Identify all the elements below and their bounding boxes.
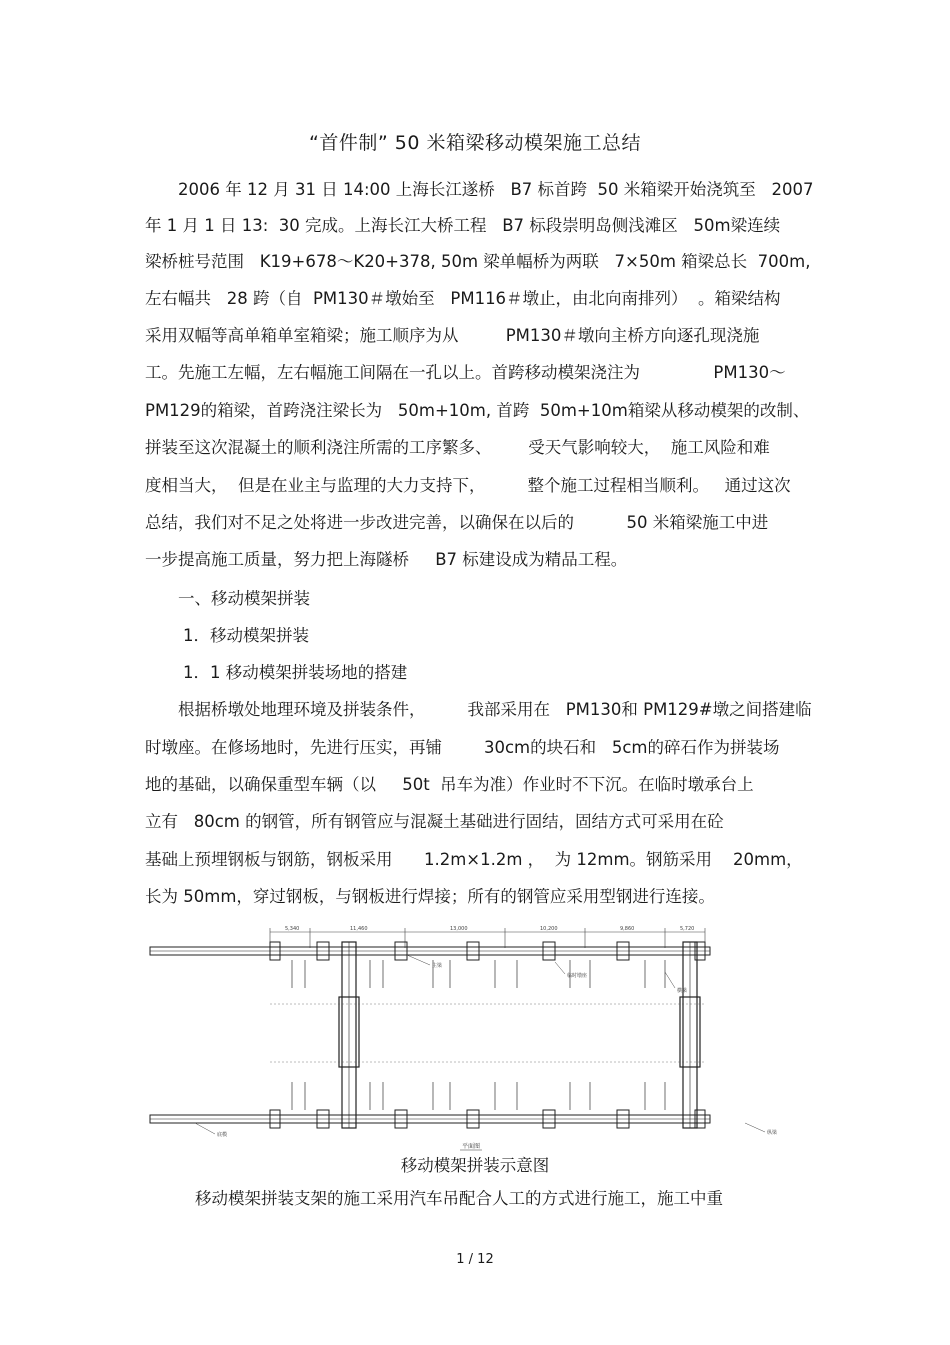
page-number: 1 / 12 — [456, 1252, 494, 1267]
body-line: 梁桥桩号范围 K19+678～K20+378, 50m 梁单幅桥为两联 7×50m 箱梁总长 700m, — [145, 252, 811, 271]
dimension-label: 5,340 — [285, 926, 300, 932]
sub-sub-heading: 1．1 移动模架拼装场地的搭建 — [183, 663, 408, 682]
body-line: 度相当大， 但是在业主与监理的大力支持下， 整个施工过程相当顺利。 通过这次 — [145, 476, 791, 495]
formwork-assembly-diagram — [145, 922, 810, 1150]
sub-heading: 1．移动模架拼装 — [183, 626, 309, 645]
diagram-label: 临时墩座 — [567, 973, 588, 979]
body-line: 长为 50mm，穿过钢板，与钢板进行焊接；所有的钢管应采用型钢进行连接。 — [145, 887, 715, 906]
body-line: 采用双幅等高单箱单室箱梁；施工顺序为从 PM130＃墩向主桥方向逐孔现浇施 — [145, 326, 760, 345]
body-line: 2006 年 12 月 31 日 14:00 上海长江遂桥 B7 标首跨 50 米箱梁开始浇筑至 2007 — [178, 180, 814, 199]
document-title: “首件制” 50 米箱梁移动模架施工总结 — [309, 132, 641, 154]
diagram-label: 底模 — [217, 1132, 228, 1138]
body-line: 基础上预埋钢板与钢筋，钢板采用 1.2m×1.2m ， 为 12mm。钢筋采用 20mm， — [145, 850, 803, 869]
dimension-label: 11,460 — [350, 926, 368, 932]
dimension-label: 13,000 — [450, 926, 468, 932]
diagram-label: 主梁 — [432, 963, 443, 969]
section-heading: 一、移动模架拼装 — [178, 589, 310, 608]
body-line: 一步提高施工质量，努力把上海隧桥 B7 标建设成为精品工程。 — [145, 550, 628, 569]
diagram-label: 纵梁 — [767, 1130, 778, 1136]
body-line: 总结，我们对不足之处将进一步改进完善，以确保在以后的 50 米箱梁施工中进 — [145, 513, 769, 532]
body-line: PM129的箱梁，首跨浇注梁长为 50m+10m, 首跨 50m+10m箱梁从移动模架的改制、 — [145, 401, 810, 420]
body-line: 立有 80cm 的钢管，所有钢管应与混凝土基础进行固结，固结方式可采用在砼 — [145, 812, 724, 831]
dimension-label: 9,860 — [620, 926, 635, 932]
body-line: 拼装至这次混凝土的顺利浇注所需的工序繁多、 受天气影响较大， 施工风险和难 — [145, 438, 770, 457]
figure-caption: 移动模架拼装示意图 — [400, 1156, 550, 1175]
dimension-label: 10,200 — [540, 926, 558, 932]
body-line: 左右幅共 28 跨（自 PM130＃墩始至 PM116＃墩止，由北向南排列） 。箱梁结构 — [145, 289, 781, 308]
body-line: 移动模架拼装支架的施工采用汽车吊配合人工的方式进行施工，施工中重 — [195, 1189, 723, 1208]
body-line: 工。先施工左幅，左右幅施工间隔在一孔以上。首跨移动模架浇注为 PM130～ — [145, 363, 786, 382]
dimension-label: 5,720 — [680, 926, 695, 932]
diagram-label: 横梁 — [677, 988, 688, 994]
body-line: 年 1 月 1 日 13: 30 完成。上海长江大桥工程 B7 标段崇明岛侧浅滩区 50m梁连续 — [145, 216, 781, 235]
body-line: 时墩座。在修场地时，先进行压实，再铺 30cm的块石和 5cm的碎石作为拼装场 — [145, 738, 780, 757]
body-line: 地的基础，以确保重型车辆（以 50t 吊车为准）作业时不下沉。在临时墩承台上 — [145, 775, 754, 794]
plan-view-label: 平面图 — [462, 1143, 481, 1150]
body-line: 根据桥墩处地理环境及拼装条件， 我部采用在 PM130和 PM129#墩之间搭建临 — [178, 700, 812, 719]
